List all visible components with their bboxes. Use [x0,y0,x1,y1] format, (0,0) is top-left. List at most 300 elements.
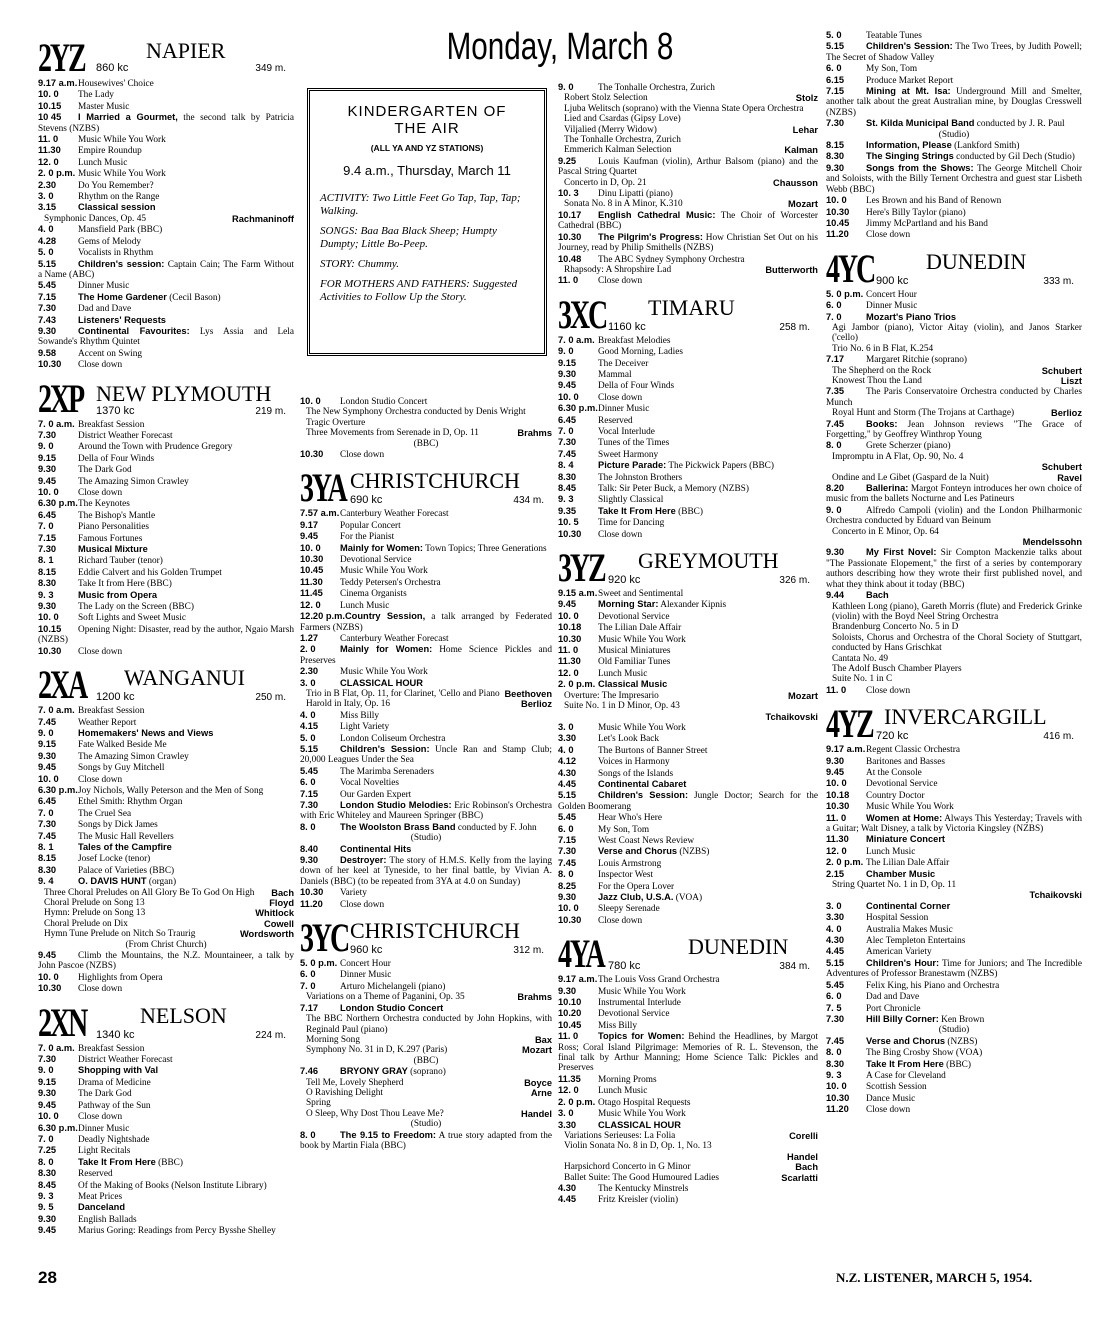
program-time: 9.15 a.m. [558,588,598,599]
program-title: Music While You Work [598,634,686,645]
program-feature: Songs from the Shows: [866,162,974,173]
program-time: 7.15 [38,291,57,302]
program-title: Close down [598,915,643,926]
program-time: 9.30 [558,368,577,379]
program-line [300,744,552,766]
program-detail: Symphony No. 31 in D, K.297 (Paris) [306,1045,448,1056]
program-time: 7.30 [38,819,57,830]
program-line [300,1078,552,1088]
program-line [38,1134,294,1145]
program-time: 2. 0 p.m. [558,679,596,690]
program-line [826,664,1082,674]
program-title: Behind the Headlines, by Margot Ross; Coral Island Pilgrimage: Memories of R. L. Stevenson, the final talk by Arthur Manning; Home Science Talk: Pickles and Preserves [558,1032,818,1074]
composer: Bax [534,1034,552,1045]
program-detail: (Studio) [410,833,442,844]
program-time: 8. 4 [558,460,574,471]
program-time: 10. 0 [558,903,579,914]
program-feature: Mainly for Women: [340,542,423,553]
column-1 [38,30,294,1237]
program-line [38,134,294,145]
program-line [38,853,294,864]
program-time: 10. 0 [826,195,847,206]
program-line [38,498,294,509]
program-title: Della of Four Winds [78,453,155,464]
program-title: Slightly Classical [598,495,664,506]
program-line [558,1074,818,1085]
program-time: 3.30 [826,912,845,923]
program-line [300,899,552,910]
program-time: 7.45 [38,830,57,841]
program-feature: Women at Home: [866,812,943,823]
program-time: 4.45 [558,778,577,789]
station-frequency: 1340 kc [96,1028,135,1041]
program-line [826,1104,1082,1115]
station-frequency: 690 kc [350,494,383,507]
program-title: Palace of Varieties (BBC) [78,865,175,876]
program-line [38,919,294,929]
program-line [38,898,294,908]
program-line [826,1081,1082,1092]
program-line [38,476,294,487]
program-line [38,315,294,326]
program-detail: (Studio) [938,1025,970,1036]
station-header-3ya [300,465,552,511]
program-line [558,403,818,414]
program-title: Rhythm on the Range [78,192,160,203]
program-title: Regent Classic Orchestra [866,745,960,756]
program-time: 6. 0 [300,777,316,788]
column-4 [826,30,1082,1116]
program-title: Light Recitals [78,1146,131,1157]
program-time: 9.15 [558,357,577,368]
program-line [826,386,1082,408]
station-city: GREYMOUTH [638,548,779,574]
program-feature: Continental Corner [866,900,951,911]
program-title: Joy Nichols, Wally Peterson and the Men of Song [78,785,264,796]
program-time: 5. 0 [38,247,54,258]
program-time: 9.45 [38,1099,57,1110]
program-line [826,622,1082,632]
program-line [558,846,818,857]
program-title: Time for Juniors; and The Incredible Adventures of Professor Branestawm (NZBS) [826,958,1082,980]
program-time: 7.30 [558,437,577,448]
kindergarten-line: SONGS: Baa Baa Black Sheep; Humpty Dumpty; Little Bo-Peep. [320,225,497,250]
program-time: 4.28 [38,235,57,246]
program-title: Morning Proms [598,1074,657,1085]
program-time: 10.18 [826,789,850,800]
program-line [558,679,818,690]
program-feature: CLASSICAL HOUR [598,1119,681,1130]
program-detail: Royal Hunt and Storm (The Trojans at Carthage) [832,408,1015,419]
program-title: The Burtons of Banner Street [598,745,708,756]
program-time: 10.45 [300,565,324,576]
program-detail: Concerto in E Minor, Op. 64 [832,526,939,537]
program-line [826,935,1082,946]
program-time: 7.25 [38,1145,57,1156]
program-list-2xp [38,419,294,658]
program-time: 7.45 [558,448,577,459]
composer: Corelli [789,1130,818,1141]
program-time: 8.30 [558,471,577,482]
program-line [826,633,1082,654]
program-title: Inspector West [598,870,654,881]
program-feature: Classical Music [598,679,668,690]
station-wavelength: 384 m. [779,961,810,973]
program-line [558,1085,818,1096]
program-line [38,259,294,281]
program-time: 7.17 [826,354,845,365]
program-title: The Johnston Brothers [598,472,683,483]
station-city: INVERCARGILL [884,704,1047,730]
program-time: 9. 0 [38,441,54,452]
program-time: 11. 0 [38,134,59,145]
program-line [558,634,818,645]
program-feature: Morning Star: [598,599,659,610]
program-title: Popular Concert [340,520,401,531]
program-feature: I Married a Gourmet, [78,112,178,123]
program-time: 10.17 [558,209,582,220]
program-line [558,1108,818,1119]
program-time: 8. 1 [38,555,54,566]
program-title: Dinner Music [866,301,918,312]
program-line [300,554,552,565]
program-line [38,785,294,796]
program-feature: The Home Gardener [78,291,167,302]
program-time: 7. 0 a.m. [38,1042,75,1053]
program-time: 9. 0 [558,346,574,357]
program-detail: The BBC Northern Orchestra conducted by John Hopkins, with Reginald Paul (piano) [306,1014,552,1035]
program-line [38,191,294,202]
program-time: 7.43 [38,314,57,325]
program-time: 9.30 [300,855,319,866]
program-title: Close down [78,984,123,995]
program-time: 7.15 [826,86,845,97]
program-title: Close down [866,1105,911,1116]
program-title: Meat Prices [78,1191,123,1202]
program-line [38,601,294,612]
program-time: 8.25 [558,880,577,891]
program-detail: O Ravishing Delight [306,1087,383,1098]
program-title: Hear Who's Here [598,813,662,824]
station-header-3xc [558,291,818,337]
program-line [558,156,818,178]
program-feature: Books: [866,418,898,429]
program-feature: Destroyer: [340,855,387,866]
program-line [826,207,1082,218]
program-line [558,135,818,145]
program-detail: Trio No. 6 in B Flat, K.254 [832,343,934,354]
program-time: 6. 0 [826,300,842,311]
program-line [826,30,1082,41]
program-time: 10.30 [826,206,850,217]
program-title: Light Variety [340,722,390,733]
program-title: The Amazing Simon Crawley [78,476,189,487]
program-time: 3.15 [38,202,57,213]
program-line [558,529,818,540]
program-time: 9.44 [826,590,845,601]
program-title: Old Familiar Tunes [598,657,671,668]
program-line [558,145,818,155]
program-line [300,855,552,887]
program-line [38,544,294,555]
program-feature: Musical Mixture [78,544,148,555]
program-time: 10.30 [300,887,324,898]
program-line [38,1111,294,1122]
program-line [300,449,552,460]
program-line [300,822,552,833]
program-title: Felix King, his Piano and Orchestra [866,980,1000,991]
composer: Mozart [788,199,818,210]
program-time: 10 45 [38,112,62,123]
program-time: 7. 0 [558,425,574,436]
program-time: 12.20 p.m. [300,611,345,622]
program-title: (Lankford Smith) [951,141,1020,152]
program-feature: Homemakers' News and Views [78,727,214,738]
program-time: 11. 0 [826,812,847,823]
program-line [300,1066,552,1077]
program-time: 3.30 [558,733,577,744]
program-feature: O. DAVIS HUNT [78,876,147,887]
program-line [826,376,1082,386]
program-title: (BBC) [155,1157,183,1168]
program-line [558,358,818,369]
program-time: 8. 0 [38,1156,54,1167]
program-line [826,462,1082,472]
program-time: 10.30 [558,633,582,644]
program-title: Margot Fonteyn introduces her own choice of music from the ballets Nocturne and Les Patineurs [826,484,1082,505]
program-line [38,521,294,532]
program-feature: Take It From Here [78,1156,156,1167]
program-title: Music While You Work [598,1109,686,1120]
program-time: 5.15 [38,258,57,269]
program-feature: Tales of the Campfire [78,841,172,852]
program-time: 10.30 [558,914,582,925]
program-time: 9.45 [38,762,57,773]
program-list-3xc [558,335,818,540]
program-title: The Bishop's Mantle [78,510,156,521]
program-list-2yz-continued [300,396,552,460]
program-time: 10.30 [38,645,62,656]
program-line [558,1097,818,1108]
program-feature: Hill Billy Corner: [866,1013,939,1024]
composer: Mendelssohn [1022,537,1082,548]
program-line [38,567,294,578]
program-time: 9.30 [38,464,57,475]
program-time: 10.18 [558,622,582,633]
station-city: NAPIER [146,38,226,63]
program-title: Jimmy McPartland and his Band [866,218,988,229]
program-detail: Choral Prelude on Song 13 [44,898,145,908]
program-time: 7.30 [38,544,57,555]
kindergarten-title-1: KINDERGARTEN OF [347,103,507,120]
program-time: 4. 0 [826,923,842,934]
program-time: 8.30 [38,578,57,589]
program-detail: The Adolf Busch Chamber Players [832,663,962,674]
program-time: 8.15 [38,853,57,864]
program-line [826,880,1082,890]
program-title: The Lilian Dale Affair [598,623,682,634]
program-time: 2.15 [826,868,845,879]
program-line [38,453,294,464]
station-wavelength: 349 m. [255,63,286,74]
composer: Tchaikovski [1029,890,1082,901]
program-title: Dinner Music [78,1123,130,1134]
program-list-4ya [558,974,818,1206]
program-time: 7. 0 a.m. [38,705,75,716]
program-time: 6.15 [826,74,845,85]
composer: Liszt [1060,375,1082,386]
program-time: 10. 0 [38,487,59,497]
program-line [38,101,294,112]
program-title: Close down [866,685,911,696]
program-line [38,831,294,842]
program-detail: Agi Jambor (piano), Victor Aitay (violin), and Janos Starker ('cello) [832,322,1082,344]
program-time: 10. 3 [558,188,579,199]
program-title: Reserved [598,415,633,426]
station-header-3yc [300,915,552,961]
kindergarten-line: FOR MOTHERS AND FATHERS: Suggested Activities to Follow Up the Story. [320,278,518,303]
program-title: Lunch Music [866,846,916,857]
page-title: Monday, March 8 [446,26,674,68]
station-wavelength: 434 m. [513,495,544,507]
program-feature: Music from Opera [78,589,158,600]
program-time: 10.30 [826,1092,850,1103]
program-line [558,265,818,275]
program-time: 11. 0 [826,684,847,695]
program-time: 10.10 [558,997,582,1008]
program-time: 5.45 [826,979,845,990]
program-time: 7. 0 [38,521,54,532]
program-title: Alexander Kipnis [658,600,727,611]
program-detail: Sonata No. 8 in A Minor, K.310 [564,199,683,210]
program-line [38,348,294,359]
program-line [300,981,552,992]
program-line [826,869,1082,880]
program-line [826,323,1082,344]
program-line [826,440,1082,451]
program-line [38,359,294,370]
program-line [38,510,294,521]
program-title: Always This Yesterday; Travels with a Guitar; Walt Disney, a talk by Victoria Kingsley (NZBS) [826,813,1082,834]
program-title: Talk: Sir Peter Buck, a Memory (NZBS) [598,484,749,494]
program-time: 10.30 [38,983,62,994]
station-call: 3XC [558,291,607,337]
program-feature: London Studio Melodies: [340,800,452,810]
program-list-4ya-continued [826,30,1082,241]
program-time: 9.45 [300,531,319,542]
composer: Beethoven [504,688,552,699]
program-title: District Weather Forecast [78,430,173,441]
station-frequency: 1160 kc [608,320,646,333]
program-line [826,857,1082,868]
program-line [300,407,552,417]
composer: Kalman [784,145,818,156]
program-line [558,275,818,286]
program-title: Sir Compton Mackenzie talks about "The Passionate Elopement," the first of a series by contemporary authors describing how they wrote their first published novel, and what they think about it today (BBC) [826,548,1082,590]
program-line [826,41,1082,63]
program-line [558,668,818,679]
station-call: 3YA [300,465,346,511]
program-line [300,1045,552,1055]
program-line [558,449,818,460]
program-time: 9. 0 [38,727,54,738]
program-line [38,808,294,819]
program-time: 9.17 a.m. [826,744,866,755]
program-line [558,599,818,610]
program-line [300,1014,552,1035]
program-line [300,543,552,554]
program-title: Concert Hour [866,289,917,300]
program-title: Music While You Work [340,566,428,577]
program-title: Concert Hour [340,959,391,970]
program-line [38,1077,294,1088]
program-title: (organ) [146,877,177,888]
program-line [300,644,552,666]
program-line [38,865,294,876]
program-line [558,188,818,199]
program-line [826,685,1082,696]
program-time: 4.30 [826,935,845,946]
program-feature: The Singing Strings [866,151,954,162]
column-2 [300,396,552,1151]
program-line [38,157,294,168]
program-feature: Children's session: [78,258,165,269]
program-line [38,533,294,544]
program-time: 7.30 [826,118,845,129]
program-line [38,292,294,303]
program-time: 12. 0 [300,599,321,610]
program-line [300,721,552,732]
program-detail: Hymn Tune Prelude on Nitch So Traurig [44,929,196,940]
program-detail: Soloists, Chorus and Orchestra of the Choral Society of Stuttgart, conducted by Hans Grischkat [832,632,1082,654]
composer: Schubert [1041,365,1082,376]
program-title: Devotional Service [866,779,938,790]
program-line [826,151,1082,162]
program-title: Lunch Music [598,1086,648,1097]
program-title: (BBC) [943,1059,971,1070]
program-time: 7. 0 [826,311,842,322]
program-time: 9.30 [558,985,577,996]
program-time: 2. 0 p.m. [558,1096,596,1107]
program-title: Music While You Work [78,169,166,180]
program-line [826,473,1082,483]
program-line [300,600,552,611]
program-time: 9. 3 [38,589,54,600]
program-feature: Mining at Mt. Isa: [866,86,951,97]
program-time: 7.57 a.m. [300,508,340,519]
program-time: 2. 0 p.m. [826,857,864,868]
program-line [300,1035,552,1045]
program-line [300,678,552,689]
program-title: Josef Locke (tenor) [78,854,151,865]
program-line [558,392,818,403]
program-line [300,611,552,633]
program-title: Louis Armstrong [598,858,662,869]
program-list-4yc [826,289,1082,696]
program-title: For the Pianist [340,532,395,543]
program-feature: Country Session, [344,611,426,622]
program-title: Here's Billy Taylor (piano) [866,207,966,218]
program-title: At the Console [866,767,922,778]
program-title: Songs by Dick James [78,820,158,831]
program-line [558,483,818,494]
program-title: Around the Town with Prudence Gregory [78,442,233,453]
station-wavelength: 333 m. [1043,275,1074,287]
program-title: Close down [866,230,911,241]
program-detail: Trio in B Flat, Op. 11, for Clarinet, 'Cello and Piano [306,688,500,699]
station-frequency: 920 kc [608,574,641,587]
program-title: Close down [78,774,123,785]
